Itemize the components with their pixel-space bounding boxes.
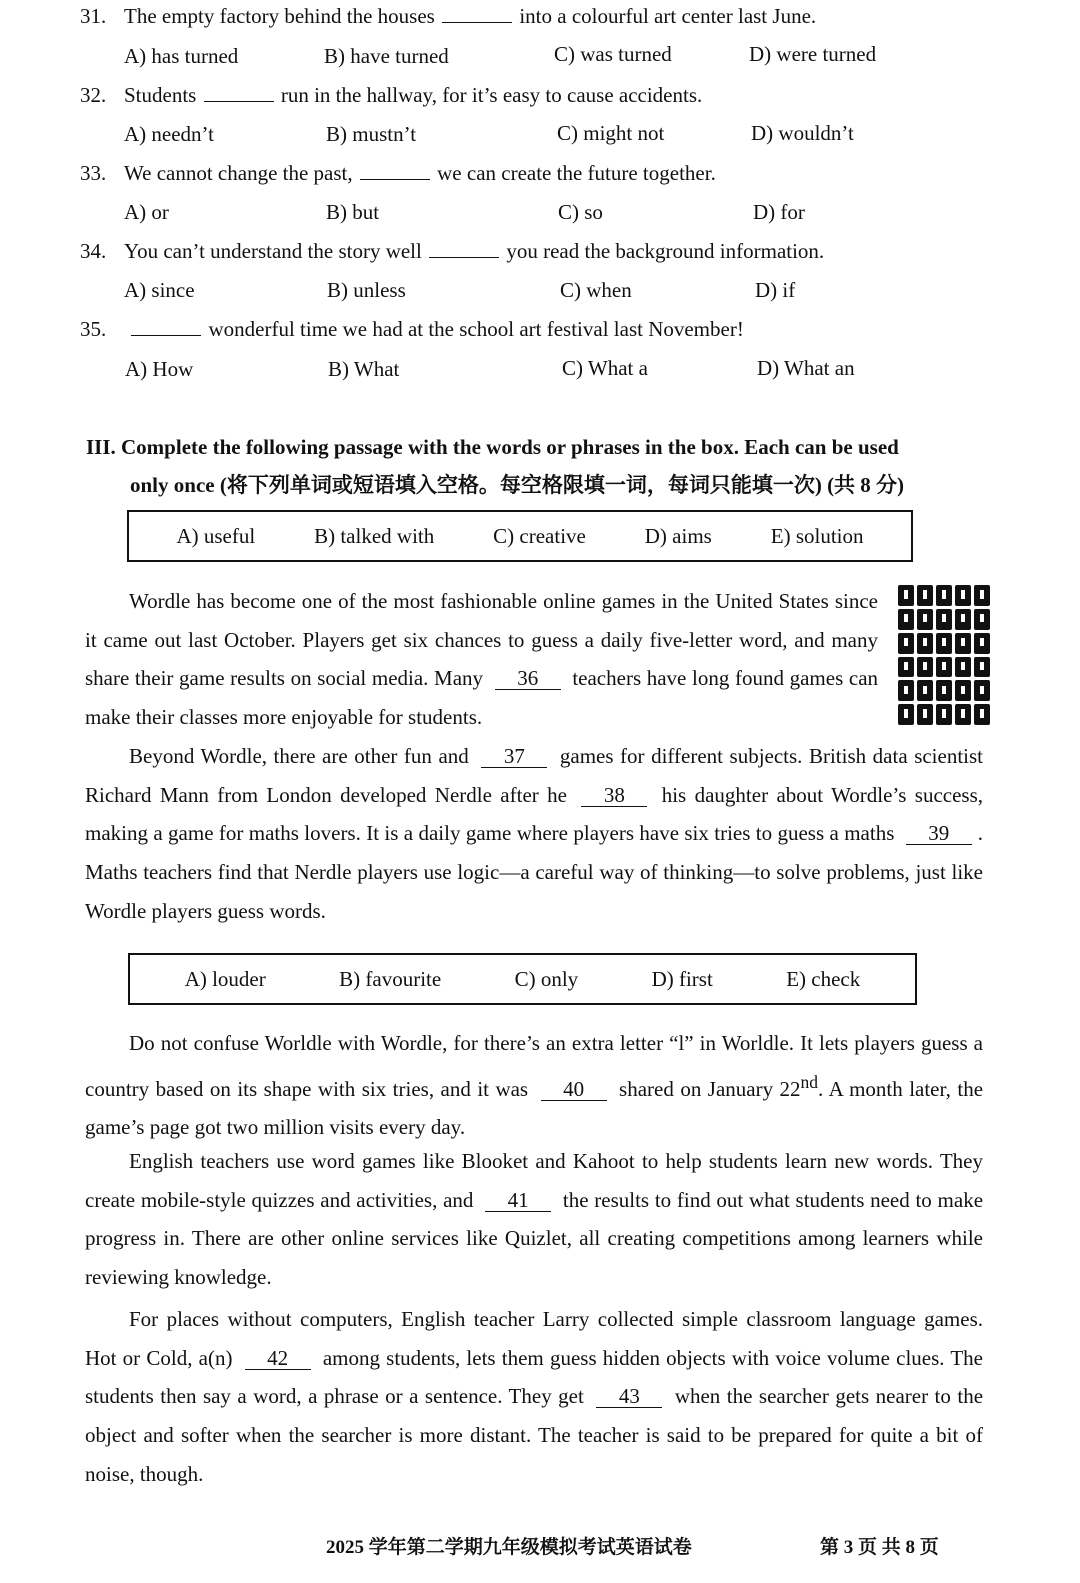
word-option: C) only [514,966,579,991]
question-34 [80,239,824,264]
option-a: A) since [124,278,195,302]
passage-text: English teachers use word games like Blooket and Kahoot to help students learn new words. They create mobile-style quizzes and activities, and [85,1149,983,1212]
word-option: B) favourite [339,966,442,991]
question-text: The empty factory behind the houses [124,4,435,28]
question-31 [80,4,816,29]
passage-text: among students, lets them guess hidden objects with voice volume clues. The students then say a word, a phrase or a sentence. They get [85,1345,983,1409]
blank-36: 36 [495,667,561,690]
question-text: You can’t understand the story well [124,239,422,263]
passage-text: when the searcher gets nearer to the object and softer when the searcher is more distant. The teacher is said to be prepared for quite a bit of noise, though. [85,1384,984,1486]
option-a: A) How [125,357,194,381]
question-text: wonderful time we had at the school art festival last November! [208,317,744,341]
option-d: D) for [753,200,805,224]
section-heading-line1: III. Complete the following passage with the words or phrases in the box. Each can be used [86,435,899,459]
question-text: run in the hallway, for it’s easy to cause accidents. [280,83,703,107]
option-c: C) What a [562,356,648,380]
word-option: D) first [651,966,713,991]
option-d: D) were turned [749,42,877,66]
option-b: B) What [328,357,400,381]
question-32 [80,83,702,108]
option-c: C) might not [557,121,665,145]
ordinal-suffix: nd [800,1071,819,1092]
footer-title: 2025 学年第二学期九年级模拟考试英语试卷 [326,1537,692,1558]
blank-38: 38 [581,784,647,807]
question-35 [80,317,744,342]
word-option: A) useful [176,523,256,548]
option-d: D) What an [757,356,855,380]
option-c: C) when [560,278,632,302]
option-a: A) or [124,200,169,224]
word-option: E) solution [770,523,864,548]
section-heading [86,428,986,504]
blank-43: 43 [596,1385,662,1408]
blank-41: 41 [485,1189,551,1212]
option-c: C) so [558,200,603,224]
answer-blank [131,317,201,336]
question-number: 35. [80,317,107,341]
question-33 [80,161,716,186]
passage-text: . Maths teachers find that Nerdle players use logic—a careful way of thinking—to solve problems, just like Wordle players guess words. [85,821,984,923]
option-a: A) needn’t [124,122,214,146]
passage-text: For places without computers, English teacher Larry collected simple classroom language games. Hot or Cold, a(n) [85,1307,983,1370]
word-box-1 [127,510,913,562]
option-b: B) have turned [324,44,449,68]
passage-text: shared on January 22 [619,1076,801,1101]
passage-paragraph-4 [85,1142,983,1297]
option-d: D) wouldn’t [751,121,854,145]
footer-page-number: 第 3 页 共 8 页 [820,1537,939,1558]
answer-blank [429,239,499,258]
passage-text: teachers have long found games can make their classes more enjoyable for students. [85,666,879,730]
passage-paragraph-5 [85,1300,983,1494]
passage-text: Wordle has become one of the most fashionable online games in the United States since it came out last October. Players get six chances to guess a daily five-letter word, and many share their game results on social media. Many [85,589,878,691]
option-a: A) has turned [124,44,239,68]
blank-39: 39 [906,822,972,845]
question-text: We cannot change the past, [124,161,353,185]
question-number: 33. [80,161,107,185]
question-number: 31. [80,4,107,28]
passage-text: his daughter about Wordle’s success, making a game for maths lovers. It is a daily game where players have six tries to guess a maths [85,782,983,846]
answer-blank [204,83,274,102]
qr-code-icon [898,585,990,725]
passage-paragraph-1 [85,582,878,737]
option-d: D) if [755,278,796,302]
word-option: B) talked with [314,523,435,548]
question-text: we can create the future together. [437,161,716,185]
word-option: A) louder [184,966,266,991]
blank-42: 42 [245,1347,311,1370]
blank-37: 37 [481,745,547,768]
option-b: B) unless [327,278,406,302]
question-number: 34. [80,239,107,263]
word-option: E) check [786,966,861,991]
option-b: B) but [326,200,380,224]
blank-40: 40 [541,1078,607,1101]
question-text: you read the background information. [506,239,825,263]
question-number: 32. [80,83,107,107]
option-c: C) was turned [554,42,672,66]
passage-text: Beyond Wordle, there are other fun and [129,744,469,768]
passage-text: games for different subjects. British data scientist Richard Mann from London developed Nerdle after he [85,744,984,807]
answer-blank [360,161,430,180]
question-text: into a colourful art center last June. [519,4,817,28]
passage-text: Do not confuse Worldle with Wordle, for there’s an extra letter “l” in Worldle. It lets players guess a country based on its shape with six tries, and it was [85,1031,983,1101]
passage-text: the results to find out what students need to make progress in. There are other online services like Quizlet, all creating competitions among learners while reviewing knowledge. [85,1187,984,1290]
word-option: C) creative [493,523,586,548]
word-box-2 [128,953,917,1005]
question-text: Students [124,83,197,107]
section-heading-line2: only once (将下列单词或短语填入空格。每空格限填一词，每词只能填一次) (共 8 分) [130,473,905,497]
passage-paragraph-2 [85,737,983,931]
passage-paragraph-3 [85,1024,983,1147]
option-b: B) mustn’t [326,122,417,146]
passage-text: . A month later, the game’s page got two million visits every day. [85,1076,984,1140]
answer-blank [442,4,512,23]
word-option: D) aims [644,523,712,548]
